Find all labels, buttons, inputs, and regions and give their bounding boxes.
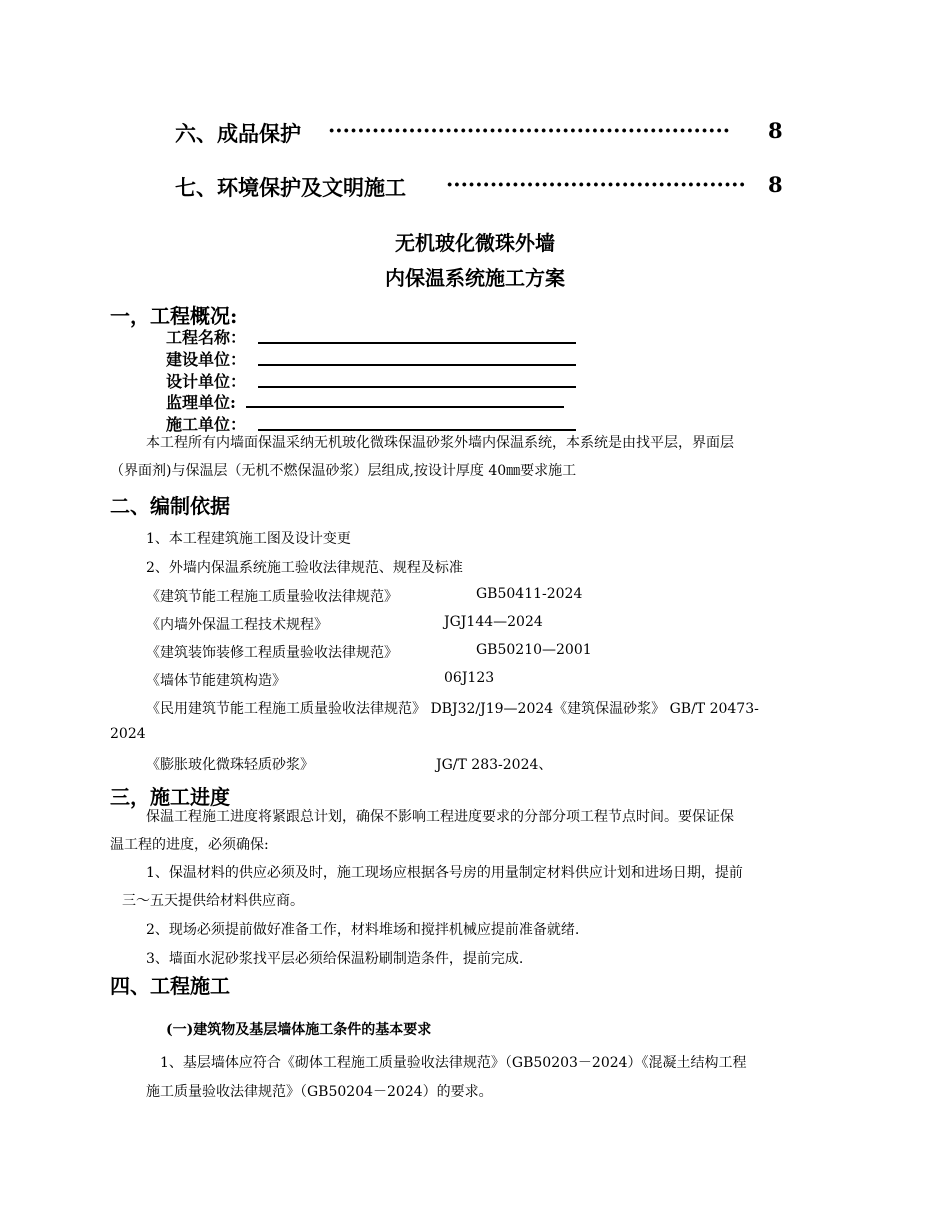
toc-entry: [175, 118, 301, 148]
standard-code: JGJ144—2024: [444, 614, 543, 630]
section-heading-schedule: 三，施工进度: [110, 785, 230, 809]
overview-paragraph-line1: 本工程所有内墙面保温采纳无机玻化微珠保温砂浆外墙内保温系统，本系统是由找平层，界面层: [146, 435, 734, 451]
toc-leader-dots: ·······················································: [328, 118, 731, 143]
section-heading-overview: 一，工程概况:: [110, 304, 238, 328]
construction-paragraph-line1: 1、基层墙体应符合《砌体工程施工质量验收法律规范》（GB50203－2024）《混凝土结构工程: [160, 1055, 747, 1071]
toc-page-number: 8: [768, 118, 783, 143]
standard-long-line2: 2024: [110, 726, 146, 742]
schedule-item-line2: 三～五天提供给材料供应商。: [122, 893, 304, 909]
field-underline: [258, 429, 576, 431]
schedule-item: 3、墙面水泥砂浆找平层必须给保温粉刷制造条件，提前完成.: [146, 951, 524, 967]
standard-code: 06J123: [444, 670, 495, 686]
field-underline: [246, 406, 564, 408]
standard-long-line1: 《民用建筑节能工程施工质量验收法律规范》 DBJ32/J19—2024《建筑保温砂浆》 GB/T 20473-: [146, 701, 759, 717]
schedule-item-line1: 1、保温材料的供应必须及时，施工现场应根据各号房的用量制定材料供应计划和进场日期，提前: [146, 865, 743, 881]
basis-item: 2、外墙内保温系统施工验收法律规范、规程及标准: [146, 560, 463, 576]
field-underline: [258, 342, 576, 344]
toc-page-number: 8: [768, 172, 783, 197]
standard-name: 《建筑装饰装修工程质量验收法律规范》: [146, 645, 398, 661]
field-label-designer: 设计单位：: [166, 372, 247, 391]
standard-name: 《墙体节能建筑构造》: [146, 673, 286, 689]
field-underline: [258, 364, 576, 366]
subsection-heading: (一)建筑物及基层墙体施工条件的基本要求: [166, 1022, 432, 1038]
document-title-line2: 内保温系统施工方案: [385, 266, 565, 290]
construction-paragraph-line2: 施工质量验收法律规范》（GB50204－2024）的要求。: [146, 1084, 493, 1100]
standard-name: 《内墙外保温工程技术规程》: [146, 617, 328, 633]
toc-entry: [175, 172, 406, 202]
schedule-paragraph-line1: 保温工程施工进度将紧跟总计划，确保不影响工程进度要求的分部分项工程节点时间。要保证保: [146, 809, 734, 825]
standard-code: GB50210—2001: [476, 642, 592, 658]
overview-paragraph-line2: （界面剂)与保温层（无机不燃保温砂浆）层组成,按设计厚度 40㎜要求施工: [110, 463, 577, 479]
basis-item: 1、本工程建筑施工图及设计变更: [146, 531, 351, 547]
document-title-line1: 无机玻化微珠外墙: [395, 231, 555, 255]
section-heading-construction: 四、工程施工: [110, 974, 230, 998]
standard-code: GB50411-2024: [476, 586, 583, 602]
schedule-paragraph-line2: 温工程的进度，必须确保:: [110, 837, 269, 853]
toc-label: 七、环境保护及文明施工: [175, 175, 406, 200]
standard-name: 《膨胀玻化微珠轻质砂浆》: [146, 757, 314, 773]
standard-code: JG/T 283-2024、: [436, 757, 553, 773]
field-label-contractor: 施工单位：: [166, 415, 247, 434]
toc-label: 六、成品保护: [175, 121, 301, 146]
field-label-supervisor: 监理单位:: [166, 393, 236, 412]
field-label-project-name: 工程名称：: [166, 328, 247, 347]
section-heading-basis: 二、编制依据: [110, 494, 230, 518]
field-label-client: 建设单位：: [166, 350, 247, 369]
field-underline: [258, 386, 576, 388]
schedule-item: 2、现场必须提前做好准备工作，材料堆场和搅拌机械应提前准备就绪.: [146, 922, 580, 938]
standard-name: 《建筑节能工程施工质量验收法律规范》: [146, 589, 398, 605]
toc-leader-dots: ·········································: [446, 172, 746, 197]
